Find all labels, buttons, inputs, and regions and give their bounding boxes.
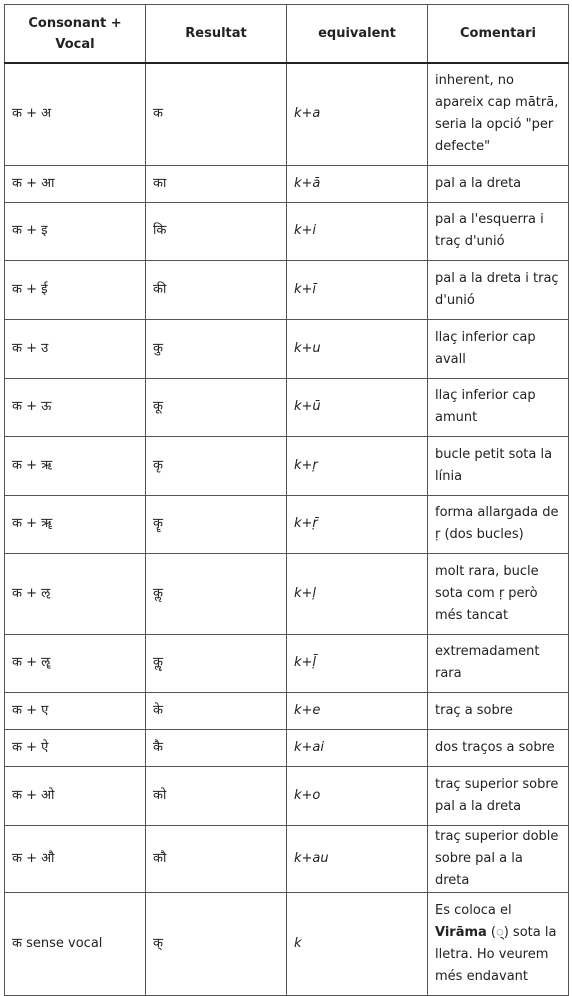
cell-consonant-vocal: क + ॠ <box>5 495 146 553</box>
cell-resultat: की <box>146 260 287 319</box>
cell-equivalent: k+au <box>287 825 428 892</box>
cell-consonant-vocal: क + अ <box>5 63 146 165</box>
table-row <box>5 378 569 436</box>
virama-term: Virāma <box>435 924 487 940</box>
cell-resultat: क् <box>146 892 287 995</box>
cell-resultat: कौ <box>146 825 287 892</box>
cell-comentari: traç superior sobre pal a la dreta <box>428 766 569 825</box>
cell-consonant-vocal: क + आ <box>5 165 146 202</box>
cell-comentari: pal a la dreta <box>428 165 569 202</box>
cell-comentari: dos traços a sobre <box>428 729 569 766</box>
cell-comentari: llaç inferior cap amunt <box>428 378 569 436</box>
cell-resultat: के <box>146 692 287 729</box>
cell-comentari: bucle petit sota la línia <box>428 436 569 495</box>
cell-comentari: inherent, no apareix cap mātrā, seria la opció "per defecte" <box>428 63 569 165</box>
cell-resultat: कॢ <box>146 553 287 634</box>
cell-equivalent: k <box>287 892 428 995</box>
table-row <box>5 825 569 892</box>
cell-consonant-vocal: क sense vocal <box>5 892 146 995</box>
cell-comentari: traç a sobre <box>428 692 569 729</box>
cell-consonant-vocal: क + ऐ <box>5 729 146 766</box>
cell-equivalent: k+u <box>287 319 428 378</box>
cell-consonant-vocal: क + ऊ <box>5 378 146 436</box>
table-row <box>5 63 569 165</box>
header-row <box>5 5 569 64</box>
cell-consonant-vocal: क + इ <box>5 202 146 260</box>
cell-consonant-vocal: क + ऋ <box>5 436 146 495</box>
cell-comentari: llaç inferior cap avall <box>428 319 569 378</box>
cell-equivalent: k+ī <box>287 260 428 319</box>
cell-resultat: कू <box>146 378 287 436</box>
cell-comentari: traç superior doble sobre pal a la dreta <box>428 825 569 892</box>
comment-text-post: (्) sota la lletra. Ho veurem més endavant <box>435 924 557 984</box>
cell-consonant-vocal: क + उ <box>5 319 146 378</box>
cell-consonant-vocal: क + ॡ <box>5 634 146 692</box>
header-comentari: Comentari <box>428 5 569 64</box>
table-row <box>5 260 569 319</box>
cell-comentari: molt rara, bucle sota com ṛ però més tancat <box>428 553 569 634</box>
table-row <box>5 892 569 995</box>
cell-comentari: pal a l'esquerra i traç d'unió <box>428 202 569 260</box>
cell-resultat: कै <box>146 729 287 766</box>
table-row <box>5 692 569 729</box>
cell-consonant-vocal: क + ए <box>5 692 146 729</box>
table-row <box>5 495 569 553</box>
header-resultat: Resultat <box>146 5 287 64</box>
table-body <box>5 63 569 995</box>
table-row <box>5 165 569 202</box>
cell-comentari: forma allargada de ṛ (dos bucles) <box>428 495 569 553</box>
cell-equivalent: k+ai <box>287 729 428 766</box>
table-row <box>5 319 569 378</box>
cell-equivalent: k+ḷ <box>287 553 428 634</box>
table-row <box>5 436 569 495</box>
table-row <box>5 634 569 692</box>
cell-equivalent: k+ḹ <box>287 634 428 692</box>
header-equivalent: equivalent <box>287 5 428 64</box>
cell-consonant-vocal: क + ऌ <box>5 553 146 634</box>
cell-equivalent: k+e <box>287 692 428 729</box>
table-header <box>5 5 569 64</box>
table-row <box>5 766 569 825</box>
cell-resultat: कु <box>146 319 287 378</box>
cell-resultat: क <box>146 63 287 165</box>
cell-consonant-vocal: क + ई <box>5 260 146 319</box>
comment-text-pre: Es coloca el <box>435 902 512 918</box>
cell-comentari <box>428 892 569 995</box>
cell-equivalent: k+i <box>287 202 428 260</box>
cell-resultat: का <box>146 165 287 202</box>
cell-resultat: को <box>146 766 287 825</box>
cell-resultat: कॣ <box>146 634 287 692</box>
cell-resultat: कॄ <box>146 495 287 553</box>
table-row <box>5 729 569 766</box>
cell-equivalent: k+o <box>287 766 428 825</box>
cell-equivalent: k+a <box>287 63 428 165</box>
cell-equivalent: k+ṝ <box>287 495 428 553</box>
vowel-sign-table <box>4 4 569 996</box>
cell-consonant-vocal: क + ओ <box>5 766 146 825</box>
cell-equivalent: k+ā <box>287 165 428 202</box>
table-row <box>5 553 569 634</box>
cell-equivalent: k+ū <box>287 378 428 436</box>
cell-comentari: extremadament rara <box>428 634 569 692</box>
cell-equivalent: k+ṛ <box>287 436 428 495</box>
cell-consonant-vocal: क + औ <box>5 825 146 892</box>
header-consonant-vocal: Consonant + Vocal <box>5 5 146 64</box>
table-row <box>5 202 569 260</box>
cell-resultat: कि <box>146 202 287 260</box>
cell-comentari: pal a la dreta i traç d'unió <box>428 260 569 319</box>
cell-resultat: कृ <box>146 436 287 495</box>
